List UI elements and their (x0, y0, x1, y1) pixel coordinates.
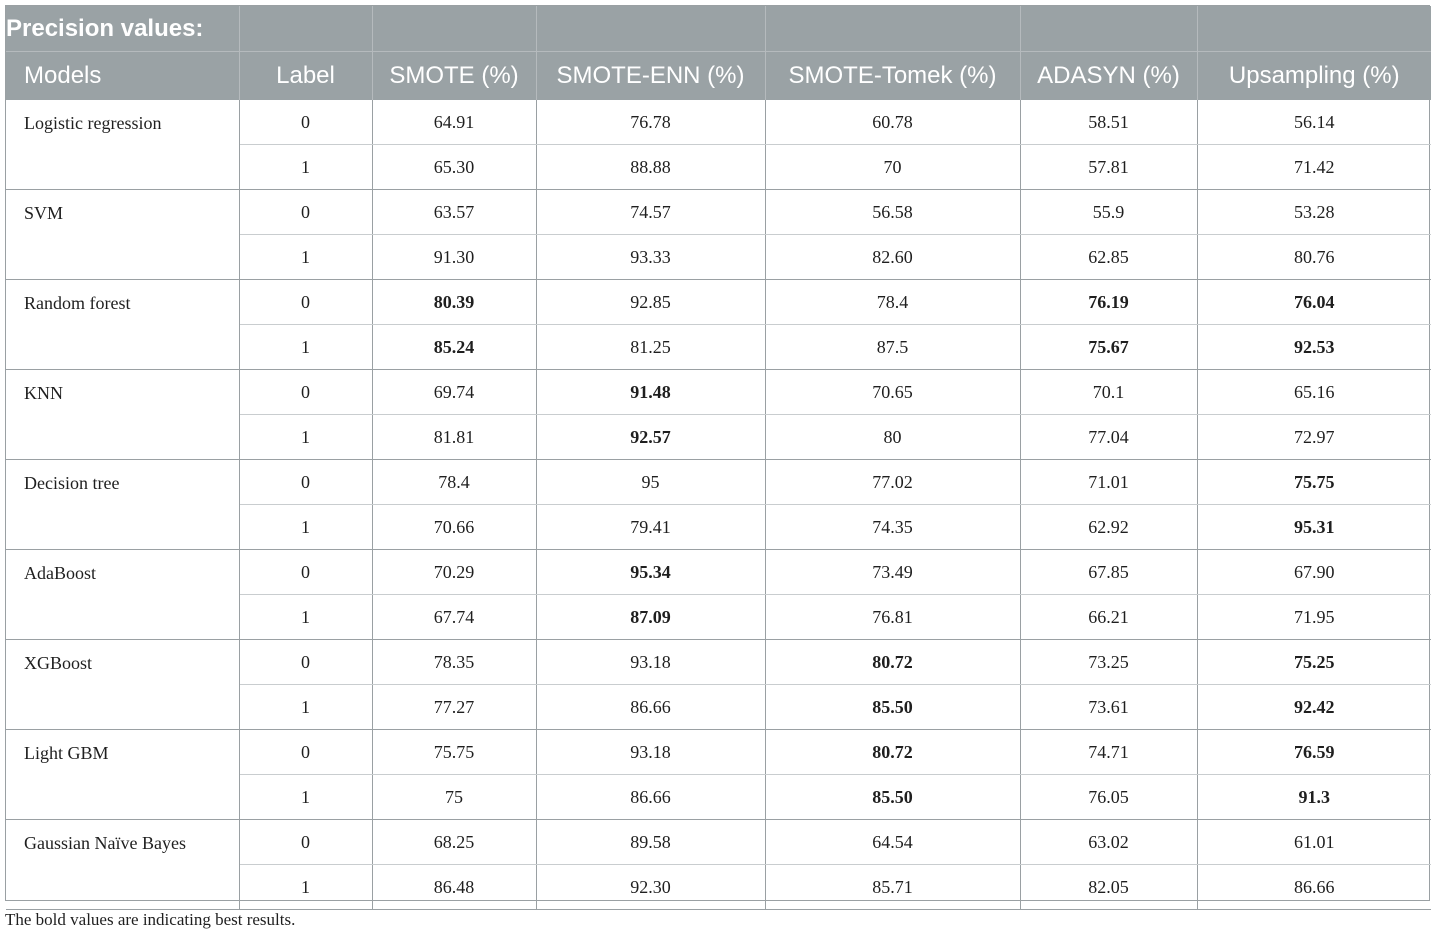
value-cell: 69.74 (372, 370, 536, 415)
value-cell: 60.78 (765, 100, 1020, 145)
value-cell: 56.58 (765, 190, 1020, 235)
value-cell: 88.88 (536, 145, 765, 190)
value-cell: 80.39 (372, 280, 536, 325)
model-name-cell: Logistic regression (6, 100, 239, 190)
value-cell: 85.71 (765, 865, 1020, 910)
value-cell: 74.71 (1020, 730, 1197, 775)
value-cell: 70.65 (765, 370, 1020, 415)
label-cell: 0 (239, 100, 372, 145)
label-cell: 0 (239, 280, 372, 325)
table-footnote: The bold values are indicating best results. (5, 910, 296, 929)
precision-table-container (5, 5, 1430, 901)
value-cell: 71.95 (1197, 595, 1431, 640)
value-cell: 82.60 (765, 235, 1020, 280)
model-name-cell: KNN (6, 370, 239, 460)
value-cell: 78.4 (372, 460, 536, 505)
value-cell: 81.81 (372, 415, 536, 460)
value-cell: 85.50 (765, 685, 1020, 730)
value-cell: 66.21 (1020, 595, 1197, 640)
value-cell: 93.18 (536, 730, 765, 775)
value-cell: 78.35 (372, 640, 536, 685)
label-cell: 1 (239, 775, 372, 820)
value-cell: 75.67 (1020, 325, 1197, 370)
value-cell: 93.18 (536, 640, 765, 685)
column-header-adasyn: ADASYN (%) (1020, 52, 1197, 101)
label-cell: 0 (239, 370, 372, 415)
value-cell: 85.50 (765, 775, 1020, 820)
value-cell: 92.53 (1197, 325, 1431, 370)
value-cell: 53.28 (1197, 190, 1431, 235)
value-cell: 92.42 (1197, 685, 1431, 730)
value-cell: 76.04 (1197, 280, 1431, 325)
value-cell: 55.9 (1020, 190, 1197, 235)
value-cell: 80.76 (1197, 235, 1431, 280)
value-cell: 74.35 (765, 505, 1020, 550)
value-cell: 80.72 (765, 640, 1020, 685)
value-cell: 62.85 (1020, 235, 1197, 280)
caption-spacer (536, 6, 765, 52)
label-cell: 1 (239, 415, 372, 460)
value-cell: 68.25 (372, 820, 536, 865)
value-cell: 95.31 (1197, 505, 1431, 550)
value-cell: 75.75 (1197, 460, 1431, 505)
table-caption: Precision values: (6, 6, 239, 52)
model-name-cell: SVM (6, 190, 239, 280)
value-cell: 65.16 (1197, 370, 1431, 415)
value-cell: 76.19 (1020, 280, 1197, 325)
value-cell: 76.81 (765, 595, 1020, 640)
model-name-cell: Random forest (6, 280, 239, 370)
label-cell: 0 (239, 190, 372, 235)
value-cell: 95.34 (536, 550, 765, 595)
table-row (6, 640, 1431, 685)
value-cell: 71.01 (1020, 460, 1197, 505)
value-cell: 64.91 (372, 100, 536, 145)
value-cell: 62.92 (1020, 505, 1197, 550)
table-body (6, 100, 1431, 910)
label-cell: 0 (239, 640, 372, 685)
value-cell: 77.27 (372, 685, 536, 730)
value-cell: 70.66 (372, 505, 536, 550)
label-cell: 0 (239, 460, 372, 505)
value-cell: 77.02 (765, 460, 1020, 505)
caption-spacer (765, 6, 1020, 52)
model-name-cell: Decision tree (6, 460, 239, 550)
value-cell: 74.57 (536, 190, 765, 235)
value-cell: 70.29 (372, 550, 536, 595)
value-cell: 76.59 (1197, 730, 1431, 775)
label-cell: 1 (239, 685, 372, 730)
value-cell: 73.49 (765, 550, 1020, 595)
column-header-label: Label (239, 52, 372, 101)
label-cell: 0 (239, 730, 372, 775)
value-cell: 67.85 (1020, 550, 1197, 595)
value-cell: 73.61 (1020, 685, 1197, 730)
table-row (6, 820, 1431, 865)
value-cell: 56.14 (1197, 100, 1431, 145)
model-name-cell: Light GBM (6, 730, 239, 820)
value-cell: 57.81 (1020, 145, 1197, 190)
table-row (6, 460, 1431, 505)
label-cell: 1 (239, 595, 372, 640)
label-cell: 1 (239, 505, 372, 550)
value-cell: 92.85 (536, 280, 765, 325)
table-row (6, 730, 1431, 775)
value-cell: 75.25 (1197, 640, 1431, 685)
value-cell: 82.05 (1020, 865, 1197, 910)
value-cell: 93.33 (536, 235, 765, 280)
label-cell: 0 (239, 820, 372, 865)
value-cell: 63.02 (1020, 820, 1197, 865)
table-row (6, 370, 1431, 415)
value-cell: 71.42 (1197, 145, 1431, 190)
value-cell: 67.74 (372, 595, 536, 640)
label-cell: 1 (239, 325, 372, 370)
value-cell: 73.25 (1020, 640, 1197, 685)
value-cell: 70.1 (1020, 370, 1197, 415)
value-cell: 92.30 (536, 865, 765, 910)
table-row (6, 100, 1431, 145)
value-cell: 87.09 (536, 595, 765, 640)
value-cell: 91.30 (372, 235, 536, 280)
value-cell: 75 (372, 775, 536, 820)
table-row (6, 280, 1431, 325)
value-cell: 91.3 (1197, 775, 1431, 820)
value-cell: 63.57 (372, 190, 536, 235)
value-cell: 72.97 (1197, 415, 1431, 460)
value-cell: 86.48 (372, 865, 536, 910)
column-header-upsampling: Upsampling (%) (1197, 52, 1431, 101)
value-cell: 85.24 (372, 325, 536, 370)
value-cell: 91.48 (536, 370, 765, 415)
caption-spacer (1020, 6, 1197, 52)
value-cell: 61.01 (1197, 820, 1431, 865)
column-header-smote-enn: SMOTE-ENN (%) (536, 52, 765, 101)
value-cell: 80.72 (765, 730, 1020, 775)
value-cell: 67.90 (1197, 550, 1431, 595)
value-cell: 95 (536, 460, 765, 505)
value-cell: 79.41 (536, 505, 765, 550)
label-cell: 0 (239, 550, 372, 595)
value-cell: 89.58 (536, 820, 765, 865)
column-header-models: Models (6, 52, 239, 101)
caption-spacer (239, 6, 372, 52)
value-cell: 76.05 (1020, 775, 1197, 820)
table-row (6, 550, 1431, 595)
caption-spacer (1197, 6, 1431, 52)
value-cell: 86.66 (536, 685, 765, 730)
label-cell: 1 (239, 865, 372, 910)
column-header-smote-tomek: SMOTE-Tomek (%) (765, 52, 1020, 101)
model-name-cell: Gaussian Naïve Bayes (6, 820, 239, 910)
value-cell: 65.30 (372, 145, 536, 190)
label-cell: 1 (239, 145, 372, 190)
value-cell: 81.25 (536, 325, 765, 370)
precision-table (6, 6, 1431, 910)
value-cell: 92.57 (536, 415, 765, 460)
model-name-cell: AdaBoost (6, 550, 239, 640)
model-name-cell: XGBoost (6, 640, 239, 730)
column-header-smote: SMOTE (%) (372, 52, 536, 101)
value-cell: 78.4 (765, 280, 1020, 325)
value-cell: 86.66 (1197, 865, 1431, 910)
label-cell: 1 (239, 235, 372, 280)
value-cell: 64.54 (765, 820, 1020, 865)
value-cell: 75.75 (372, 730, 536, 775)
caption-row (6, 6, 1431, 52)
table-row (6, 190, 1431, 235)
value-cell: 70 (765, 145, 1020, 190)
value-cell: 87.5 (765, 325, 1020, 370)
value-cell: 77.04 (1020, 415, 1197, 460)
value-cell: 80 (765, 415, 1020, 460)
value-cell: 76.78 (536, 100, 765, 145)
caption-spacer (372, 6, 536, 52)
value-cell: 86.66 (536, 775, 765, 820)
header-row (6, 52, 1431, 101)
value-cell: 58.51 (1020, 100, 1197, 145)
